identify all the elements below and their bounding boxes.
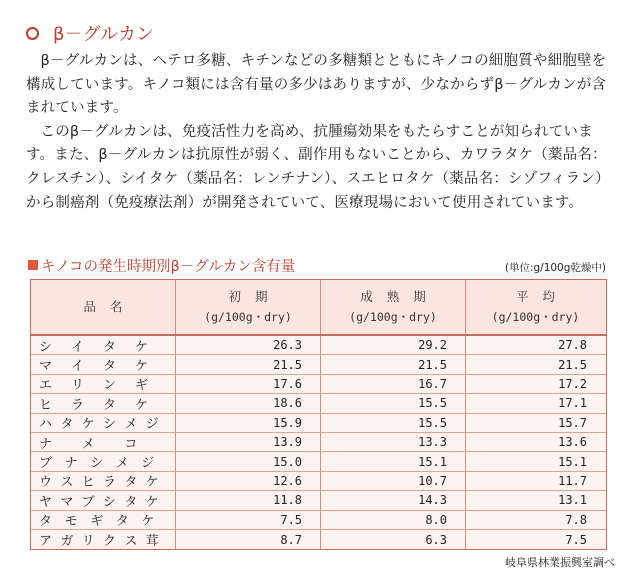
row-name bbox=[31, 355, 176, 373]
table-source: 岐阜県林業振興室調べ bbox=[505, 556, 615, 569]
row-mature: 6.3 bbox=[321, 530, 466, 549]
row-early: 18.6 bbox=[176, 394, 321, 412]
row-name bbox=[31, 394, 176, 412]
header-mature-unit: (g/100g・dry) bbox=[349, 310, 437, 324]
header-average-title: 平均 bbox=[515, 289, 569, 304]
row-average: 27.8 bbox=[558, 338, 587, 353]
row-mature: 14.3 bbox=[321, 491, 466, 509]
row-mature: 21.5 bbox=[321, 355, 466, 373]
row-early: 12.6 bbox=[176, 472, 321, 490]
row-name-text: ウ ス ヒ ラ タ ケ bbox=[39, 475, 159, 491]
header-early bbox=[176, 280, 321, 334]
row-average: 13.1 bbox=[558, 493, 587, 508]
row-name bbox=[31, 375, 176, 393]
section-heading bbox=[26, 20, 154, 46]
row-average: 11.7 bbox=[558, 473, 587, 488]
table-row bbox=[31, 375, 606, 394]
row-early: 17.6 bbox=[176, 375, 321, 393]
header-name-title: 品名 bbox=[83, 299, 137, 314]
row-average: 15.1 bbox=[558, 454, 587, 469]
row-average: 15.7 bbox=[558, 415, 587, 430]
row-name-text: シ イ タ ケ bbox=[39, 339, 149, 355]
row-name-text: ハ タ ケ シ メ ジ bbox=[39, 417, 159, 433]
row-mature: 15.1 bbox=[321, 452, 466, 470]
row-name-text: タ モ ギ タ ケ bbox=[39, 514, 155, 530]
beta-glucan-table bbox=[30, 279, 607, 550]
row-mature: 8.0 bbox=[321, 511, 466, 529]
row-average: 17.1 bbox=[558, 396, 587, 411]
row-name bbox=[31, 336, 176, 354]
table-row bbox=[31, 355, 606, 374]
row-name-text: ア ガ リ ク ス 茸 bbox=[39, 534, 159, 550]
row-early: 15.9 bbox=[176, 414, 321, 432]
header-average-unit: (g/100g・dry) bbox=[491, 310, 580, 324]
row-mature: 15.5 bbox=[321, 394, 466, 412]
table-row bbox=[31, 414, 606, 433]
row-name bbox=[31, 433, 176, 451]
row-average: 7.8 bbox=[565, 512, 587, 527]
body-text bbox=[26, 50, 614, 215]
header-early-title: 初期 bbox=[228, 289, 282, 304]
table-header-row bbox=[31, 280, 606, 336]
row-average: 7.5 bbox=[565, 532, 587, 547]
row-mature: 29.2 bbox=[321, 336, 466, 354]
header-average bbox=[466, 280, 605, 334]
table-row bbox=[31, 394, 606, 413]
row-name bbox=[31, 530, 176, 549]
row-name-text: ヤ マ ブ シ タ ケ bbox=[39, 494, 159, 510]
table-row bbox=[31, 336, 606, 355]
table-row bbox=[31, 472, 606, 491]
row-average: 17.2 bbox=[558, 376, 587, 391]
paragraph-1: β－グルカンは、ヘテロ多糖、キチンなどの多糖類とともにキノコの細胞質や細胞壁を構成しています。キノコ類には含有量の多少はありますが、少なからずβ－グルカンが含まれています。 bbox=[26, 53, 607, 117]
row-name bbox=[31, 414, 176, 432]
table-title bbox=[28, 256, 295, 274]
row-mature: 10.7 bbox=[321, 472, 466, 490]
row-average: 21.5 bbox=[558, 357, 587, 372]
table-row bbox=[31, 491, 606, 510]
table-unit-note: (単位:g/100g乾燥中) bbox=[504, 262, 606, 274]
row-average: 13.6 bbox=[558, 435, 587, 450]
row-early: 26.3 bbox=[176, 336, 321, 354]
paragraph-2: このβ－グルカンは、免疫活性力を高め、抗腫瘍効果をもたらすことが知られています。また、β－グルカンは抗原性が弱く、副作用もないことから、カワラタケ（薬品名：クレスチン）、シイタケ（薬品名：レンチナン）、スエヒロタケ（薬品名：シゾフィラン）から制癌剤（免疫療法剤）が開発されていて、医療現場において使用されています。 bbox=[26, 123, 610, 211]
row-early: 7.5 bbox=[176, 511, 321, 529]
row-name-text: マ イ タ ケ bbox=[39, 359, 149, 375]
header-name bbox=[31, 280, 176, 334]
row-name-text: ナ メ コ bbox=[39, 436, 138, 452]
row-name bbox=[31, 511, 176, 529]
header-early-unit: (g/100g・dry) bbox=[204, 310, 292, 324]
row-mature: 15.5 bbox=[321, 414, 466, 432]
row-early: 21.5 bbox=[176, 355, 321, 373]
circle-bullet-icon bbox=[26, 27, 39, 40]
header-mature bbox=[321, 280, 466, 334]
row-name-text: ブ ナ シ メ ジ bbox=[39, 456, 155, 472]
row-early: 15.0 bbox=[176, 452, 321, 470]
square-bullet-icon bbox=[28, 260, 38, 270]
table-row bbox=[31, 511, 606, 530]
row-name-text: ヒ ラ タ ケ bbox=[39, 397, 149, 413]
row-mature: 16.7 bbox=[321, 375, 466, 393]
row-early: 13.9 bbox=[176, 433, 321, 451]
table-body bbox=[31, 336, 606, 549]
table-row bbox=[31, 530, 606, 549]
row-name-text: エ リ ン ギ bbox=[39, 378, 149, 394]
table-title-text: キノコの発生時期別β－グルカン含有量 bbox=[41, 258, 296, 275]
row-name bbox=[31, 452, 176, 470]
row-early: 11.8 bbox=[176, 491, 321, 509]
section-heading-text: β－グルカン bbox=[53, 24, 154, 45]
row-name bbox=[31, 491, 176, 509]
table-row bbox=[31, 433, 606, 452]
table-row bbox=[31, 452, 606, 471]
row-early: 8.7 bbox=[176, 530, 321, 549]
row-mature: 13.3 bbox=[321, 433, 466, 451]
header-mature-title: 成熟期 bbox=[360, 289, 440, 304]
row-name bbox=[31, 472, 176, 490]
